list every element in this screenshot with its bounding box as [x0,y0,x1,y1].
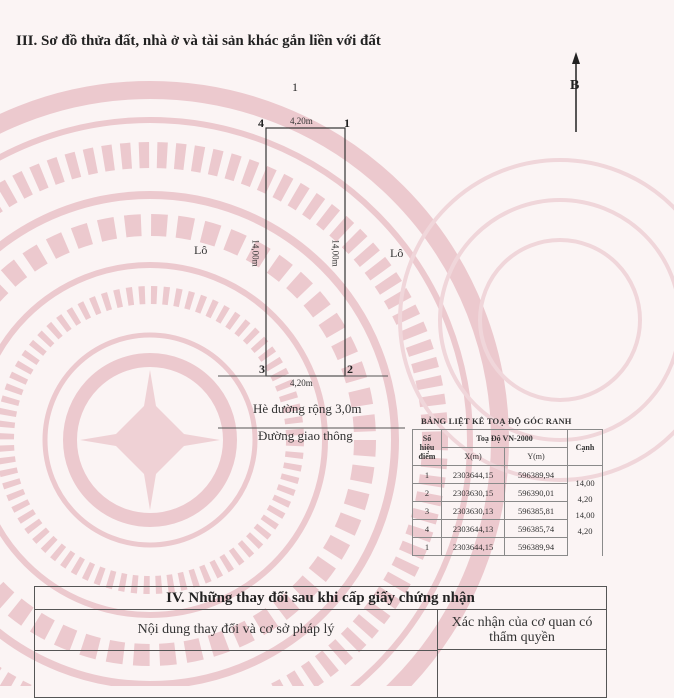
dim-bottom: 4,20m [290,378,313,388]
north-label: B [570,78,580,93]
cell-point: 1 [413,466,442,484]
cell-point: 2 [413,484,442,502]
point-1: 1 [344,116,350,130]
cell-point: 1 [413,538,442,556]
road-sidewalk-label: Hè đường rộng 3,0m [253,401,362,416]
confirmation-column-header: Xác nhận của cơ quan có thẩm quyền [438,610,606,650]
header-y: Y(m) [505,448,568,466]
cell-point: 4 [413,520,442,538]
header-x: X(m) [442,448,505,466]
coord-table [412,429,603,556]
cell-point: 3 [413,502,442,520]
neighbor-left-label: Lô [194,243,208,257]
point-2: 2 [347,362,353,376]
cell-y: 596389,94 [505,538,568,556]
section-4-title: IV. Những thay đổi sau khi cấp giấy chứng nhận [35,587,606,610]
edge-2-3: 4,20 [577,494,593,504]
cell-x: 2303644,13 [442,520,505,538]
column-divider [437,651,438,697]
dim-left: 14,00m [250,239,261,267]
header-point: Số hiệu điểm [413,430,442,466]
cell-y: 596389,94 [505,466,568,484]
cell-x: 2303630,13 [442,502,505,520]
dim-top: 4,20m [290,116,313,126]
edge-3-4: 14,00 [575,510,595,520]
edge-1-2: 14,00 [575,478,595,488]
edge-column [568,466,603,556]
cell-y: 596385,74 [505,520,568,538]
neighbor-top-label: 1 [292,80,298,94]
cell-x: 2303644,15 [442,538,505,556]
changes-column-header: Nội dung thay đổi và cơ sở pháp lý [35,610,438,651]
point-3: 3 [259,362,265,376]
table-row [413,466,603,484]
section-3-title: III. Sơ đồ thửa đất, nhà ở và tài sản khác gắn liền với đất [16,33,381,49]
cell-y: 596385,81 [505,502,568,520]
cell-x: 2303644,15 [442,466,505,484]
cell-y: 596390,01 [505,484,568,502]
section-4-table [34,586,607,698]
neighbor-right-label: Lô [390,246,404,260]
coord-table-title: BẢNG LIỆT KÊ TOẠ ĐỘ GÓC RANH [421,416,572,426]
header-coord: Toạ Độ VN-2000 [442,430,568,448]
road-traffic-label: Đường giao thông [258,428,353,443]
cell-x: 2303630,15 [442,484,505,502]
edge-4-1: 4,20 [577,526,593,536]
header-edge: Cạnh [568,430,603,466]
north-arrow-head [572,52,580,64]
dim-right: 14,00m [330,239,341,267]
point-4: 4 [258,116,264,130]
